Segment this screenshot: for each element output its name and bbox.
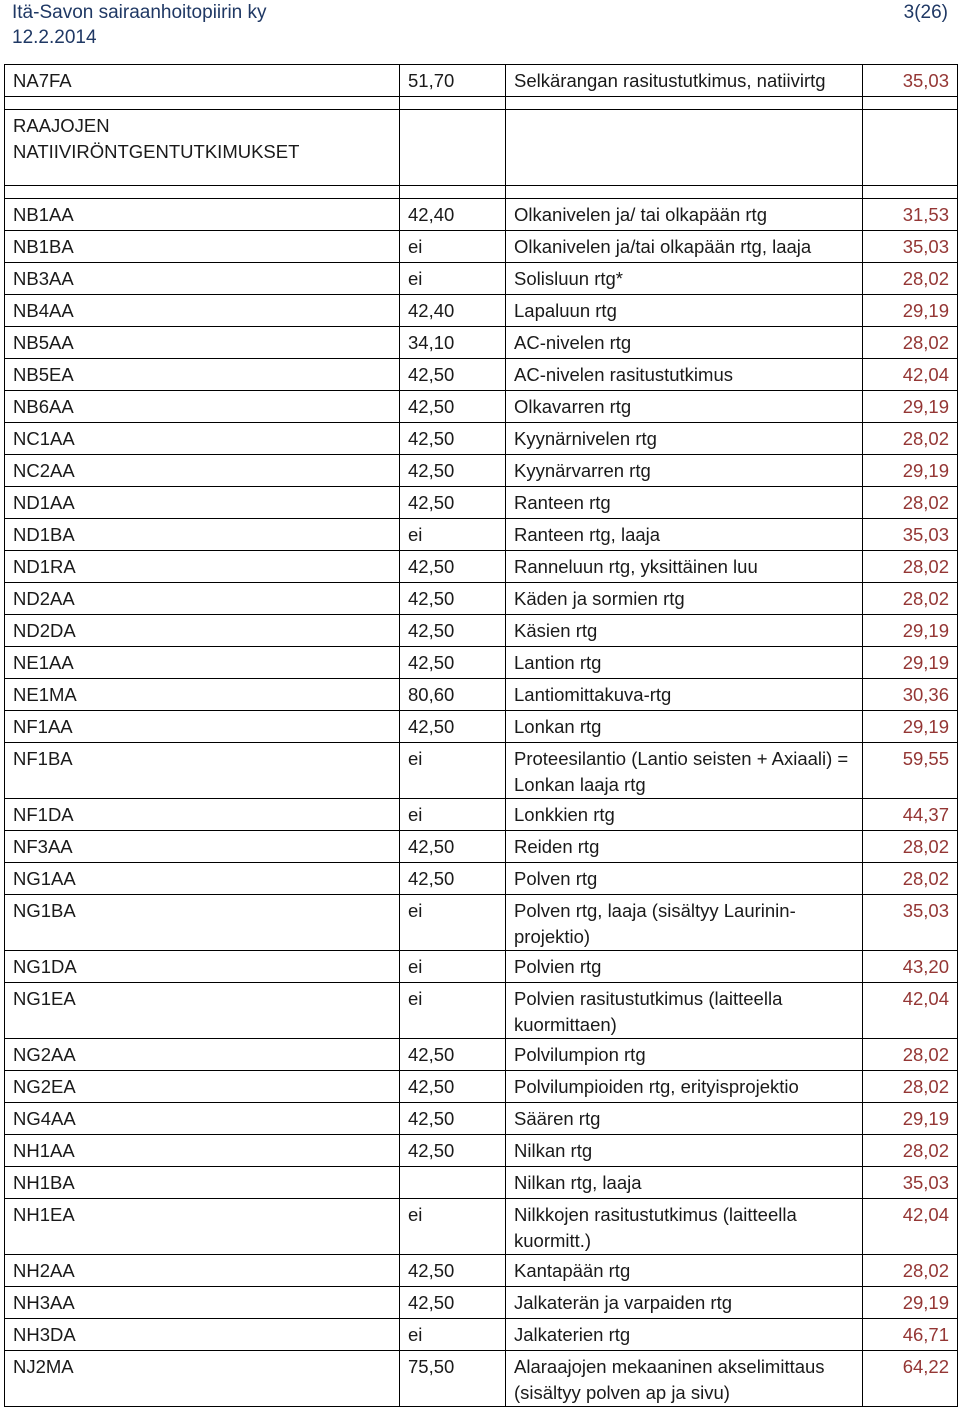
- fee-value: 42,50: [400, 831, 506, 863]
- fee-value: 42,50: [400, 1255, 506, 1287]
- table-row: [5, 327, 958, 359]
- procedure-code: NH3DA: [5, 1319, 400, 1351]
- price-value: 31,53: [863, 199, 958, 231]
- table-row: [5, 423, 958, 455]
- procedure-code: NH2AA: [5, 1255, 400, 1287]
- procedure-description: Polvilumpioiden rtg, erityisprojektio: [506, 1071, 863, 1103]
- price-value: 35,03: [863, 1167, 958, 1199]
- price-value: 28,02: [863, 1071, 958, 1103]
- fee-value: 42,50: [400, 1071, 506, 1103]
- procedure-code: NE1MA: [5, 679, 400, 711]
- price-value: 29,19: [863, 455, 958, 487]
- procedure-code: NE1AA: [5, 647, 400, 679]
- procedure-description: Nilkan rtg, laaja: [506, 1167, 863, 1199]
- price-value: 28,02: [863, 263, 958, 295]
- procedure-code: NH1AA: [5, 1135, 400, 1167]
- price-value: 29,19: [863, 295, 958, 327]
- procedure-code: NH1EA: [5, 1199, 400, 1255]
- procedure-code: NF3AA: [5, 831, 400, 863]
- fee-value: 42,50: [400, 711, 506, 743]
- procedure-description: Kyynärvarren rtg: [506, 455, 863, 487]
- table-row: [5, 951, 958, 983]
- table-row: [5, 711, 958, 743]
- procedure-description: Jalkaterän ja varpaiden rtg: [506, 1287, 863, 1319]
- procedure-description: Lonkan rtg: [506, 711, 863, 743]
- table-row: [5, 455, 958, 487]
- procedure-description: Lonkkien rtg: [506, 799, 863, 831]
- procedure-code: NB5EA: [5, 359, 400, 391]
- procedure-description: Säären rtg: [506, 1103, 863, 1135]
- procedure-code: ND2DA: [5, 615, 400, 647]
- table-row: [5, 519, 958, 551]
- spacer-row: [5, 97, 958, 110]
- fee-value: 42,50: [400, 615, 506, 647]
- fee-value: ei: [400, 231, 506, 263]
- price-value: 35,03: [863, 65, 958, 97]
- price-value: 28,02: [863, 1255, 958, 1287]
- table-row: [5, 799, 958, 831]
- price-value: 64,22: [863, 1351, 958, 1407]
- procedure-description: Nilkan rtg: [506, 1135, 863, 1167]
- table-row: [5, 1135, 958, 1167]
- procedure-description: Nilkkojen rasitustutkimus (laitteella kuormitt.): [506, 1199, 863, 1255]
- table-row: [5, 391, 958, 423]
- procedure-description: Olkavarren rtg: [506, 391, 863, 423]
- fee-value: 42,50: [400, 423, 506, 455]
- price-value: 29,19: [863, 1287, 958, 1319]
- price-value: 28,02: [863, 423, 958, 455]
- section-title-line1: RAAJOJEN: [13, 115, 110, 136]
- procedure-description: Olkanivelen ja/tai olkapään rtg, laaja: [506, 231, 863, 263]
- table-row: [5, 1103, 958, 1135]
- procedure-description: Polvien rtg: [506, 951, 863, 983]
- procedure-code: NB4AA: [5, 295, 400, 327]
- procedure-description: Solisluun rtg*: [506, 263, 863, 295]
- fee-value: 42,50: [400, 551, 506, 583]
- fee-value: ei: [400, 1199, 506, 1255]
- fee-value: 42,50: [400, 1135, 506, 1167]
- price-value: 35,03: [863, 231, 958, 263]
- fee-value: 42,50: [400, 391, 506, 423]
- price-value: 28,02: [863, 863, 958, 895]
- procedure-description: AC-nivelen rasitustutkimus: [506, 359, 863, 391]
- fee-value: 80,60: [400, 679, 506, 711]
- price-value: 42,04: [863, 1199, 958, 1255]
- table-row: [5, 65, 958, 97]
- table-row: [5, 1039, 958, 1071]
- page-number: 3(26): [903, 2, 948, 23]
- table-row: [5, 199, 958, 231]
- price-value: 29,19: [863, 1103, 958, 1135]
- procedure-code: NC2AA: [5, 455, 400, 487]
- fee-value: 42,50: [400, 583, 506, 615]
- procedure-code: NF1DA: [5, 799, 400, 831]
- procedure-description: Käsien rtg: [506, 615, 863, 647]
- price-value: 28,02: [863, 583, 958, 615]
- procedure-description: Ranteen rtg, laaja: [506, 519, 863, 551]
- price-value: 28,02: [863, 831, 958, 863]
- fee-value: ei: [400, 519, 506, 551]
- procedure-description: Kantapään rtg: [506, 1255, 863, 1287]
- procedure-description: Polven rtg: [506, 863, 863, 895]
- document-date: 12.2.2014: [12, 27, 97, 48]
- procedure-description: Polven rtg, laaja (sisältyy Laurinin-projektio): [506, 895, 863, 951]
- spacer-row: [5, 186, 958, 199]
- fee-value: 42,50: [400, 1103, 506, 1135]
- fee-value: ei: [400, 983, 506, 1039]
- procedure-description: Käden ja sormien rtg: [506, 583, 863, 615]
- price-value: 29,19: [863, 391, 958, 423]
- fee-value: 42,40: [400, 199, 506, 231]
- table-row: [5, 487, 958, 519]
- table-row: [5, 1351, 958, 1407]
- fee-value: 42,40: [400, 295, 506, 327]
- fee-value: 42,50: [400, 647, 506, 679]
- procedure-code: ND1RA: [5, 551, 400, 583]
- procedure-code: ND1AA: [5, 487, 400, 519]
- price-value: 29,19: [863, 711, 958, 743]
- fee-value: 75,50: [400, 1351, 506, 1407]
- procedure-description: Lantion rtg: [506, 647, 863, 679]
- procedure-code: NG2EA: [5, 1071, 400, 1103]
- section-title-line2: NATIIVIRÖNTGENTUTKIMUKSET: [13, 141, 300, 162]
- table-row: [5, 895, 958, 951]
- procedure-code: NG4AA: [5, 1103, 400, 1135]
- table-row: [5, 831, 958, 863]
- fee-value: ei: [400, 743, 506, 799]
- procedure-description: Selkärangan rasitustutkimus, natiivirtg: [506, 65, 863, 97]
- table-row: [5, 1071, 958, 1103]
- price-value: 28,02: [863, 551, 958, 583]
- table-row: [5, 1287, 958, 1319]
- procedure-description: Ranneluun rtg, yksittäinen luu: [506, 551, 863, 583]
- table-row: [5, 743, 958, 799]
- fee-value: ei: [400, 951, 506, 983]
- procedure-code: NB5AA: [5, 327, 400, 359]
- table-row: [5, 231, 958, 263]
- table-row: [5, 1199, 958, 1255]
- table-row: [5, 863, 958, 895]
- price-value: 28,02: [863, 1039, 958, 1071]
- table-row: [5, 263, 958, 295]
- price-value: 28,02: [863, 1135, 958, 1167]
- procedure-description: Proteesilantio (Lantio seisten + Axiaali) = Lonkan laaja rtg: [506, 743, 863, 799]
- fee-value: 42,50: [400, 1039, 506, 1071]
- fee-value: ei: [400, 895, 506, 951]
- procedure-description: Reiden rtg: [506, 831, 863, 863]
- procedure-description: Lapaluun rtg: [506, 295, 863, 327]
- price-value: 59,55: [863, 743, 958, 799]
- section-heading-row: [5, 110, 958, 186]
- procedure-code: NA7FA: [5, 65, 400, 97]
- fee-value: 42,50: [400, 455, 506, 487]
- section-title: [5, 110, 400, 186]
- table-row: [5, 615, 958, 647]
- price-value: 30,36: [863, 679, 958, 711]
- procedure-description: Lantiomittakuva-rtg: [506, 679, 863, 711]
- fee-value: 42,50: [400, 863, 506, 895]
- table-row: [5, 359, 958, 391]
- price-value: 46,71: [863, 1319, 958, 1351]
- procedure-description: Olkanivelen ja/ tai olkapään rtg: [506, 199, 863, 231]
- table-row: [5, 1319, 958, 1351]
- fee-value: [400, 1167, 506, 1199]
- procedure-code: NB1BA: [5, 231, 400, 263]
- procedure-code: NF1BA: [5, 743, 400, 799]
- fee-value: ei: [400, 1319, 506, 1351]
- procedure-code: NG2AA: [5, 1039, 400, 1071]
- organization-name: Itä-Savon sairaanhoitopiirin ky: [12, 2, 267, 23]
- procedure-code: NG1EA: [5, 983, 400, 1039]
- procedure-code: ND2AA: [5, 583, 400, 615]
- price-table: [4, 64, 958, 1407]
- procedure-code: NH1BA: [5, 1167, 400, 1199]
- procedure-code: ND1BA: [5, 519, 400, 551]
- procedure-code: NG1BA: [5, 895, 400, 951]
- procedure-code: NG1AA: [5, 863, 400, 895]
- price-value: 28,02: [863, 327, 958, 359]
- price-value: 28,02: [863, 487, 958, 519]
- table-row: [5, 1255, 958, 1287]
- price-value: 35,03: [863, 519, 958, 551]
- table-row: [5, 295, 958, 327]
- procedure-code: NG1DA: [5, 951, 400, 983]
- fee-value: 34,10: [400, 327, 506, 359]
- procedure-description: AC-nivelen rtg: [506, 327, 863, 359]
- procedure-description: Polvien rasitustutkimus (laitteella kuormittaen): [506, 983, 863, 1039]
- procedure-description: Polvilumpion rtg: [506, 1039, 863, 1071]
- price-value: 44,37: [863, 799, 958, 831]
- price-value: 35,03: [863, 895, 958, 951]
- fee-value: 51,70: [400, 65, 506, 97]
- procedure-code: NB1AA: [5, 199, 400, 231]
- fee-value: ei: [400, 263, 506, 295]
- table-row: [5, 983, 958, 1039]
- fee-value: 42,50: [400, 487, 506, 519]
- price-value: 42,04: [863, 359, 958, 391]
- fee-value: 42,50: [400, 359, 506, 391]
- table-row: [5, 583, 958, 615]
- procedure-code: NF1AA: [5, 711, 400, 743]
- procedure-code: NH3AA: [5, 1287, 400, 1319]
- procedure-code: NB6AA: [5, 391, 400, 423]
- fee-value: ei: [400, 799, 506, 831]
- table-row: [5, 551, 958, 583]
- price-value: 29,19: [863, 615, 958, 647]
- fee-value: 42,50: [400, 1287, 506, 1319]
- price-value: 43,20: [863, 951, 958, 983]
- table-row: [5, 647, 958, 679]
- procedure-description: Ranteen rtg: [506, 487, 863, 519]
- procedure-description: Kyynärnivelen rtg: [506, 423, 863, 455]
- page-header: [12, 0, 948, 52]
- procedure-description: Jalkaterien rtg: [506, 1319, 863, 1351]
- procedure-code: NJ2MA: [5, 1351, 400, 1407]
- procedure-code: NC1AA: [5, 423, 400, 455]
- procedure-description: Alaraajojen mekaaninen akselimittaus (sisältyy polven ap ja sivu): [506, 1351, 863, 1407]
- table-row: [5, 679, 958, 711]
- table-row: [5, 1167, 958, 1199]
- price-value: 42,04: [863, 983, 958, 1039]
- price-value: 29,19: [863, 647, 958, 679]
- procedure-code: NB3AA: [5, 263, 400, 295]
